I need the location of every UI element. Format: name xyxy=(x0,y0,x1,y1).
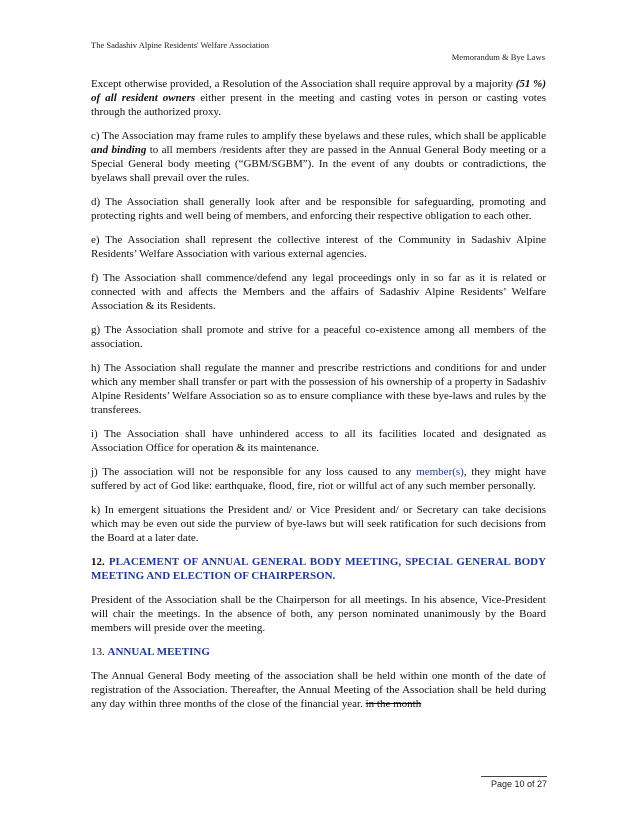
header-association-name: The Sadashiv Alpine Residents' Welfare Association xyxy=(91,40,269,50)
section-title: PLACEMENT OF ANNUAL GENERAL BODY MEETING, SPECIAL GENERAL BODY MEETING AND ELECTION OF CHAIRPERSON. xyxy=(91,556,547,582)
struck-text: in the month xyxy=(365,698,422,710)
text-segment: The Annual General Body meeting of the association shall be held within one month of the date of registration of the Association. Thereafter, the Annual Meeting of the Association shall be held during any day within three months of the close of the financial year. xyxy=(91,670,546,710)
emphasis-majority: (51 %) of all resident owners xyxy=(91,78,546,104)
paragraph-j xyxy=(91,465,546,493)
text-segment: , they might have suffered by act of God like: earthquake, flood, fire, riot or willful act of any such member personally. xyxy=(91,466,547,492)
section-title: ANNUAL MEETING xyxy=(107,646,210,658)
text-segment: either present in the meeting and casting votes in person or casting votes through the authorized proxy. xyxy=(91,92,546,118)
section-number: 12. xyxy=(91,556,109,568)
paragraph-f: f) The Association shall commence/defend any legal proceedings only in so far as it is related or connected with and affects the Members and the affairs of Sadashiv Alpine Residents’ Welfare Association & its Residents. xyxy=(91,272,546,312)
emphasis-binding: and binding xyxy=(91,144,147,156)
text-segment: c) The Association may frame rules to amplify these byelaws and these rules, which shall be applicable xyxy=(91,130,546,142)
paragraph-d: d) The Association shall generally look after and be responsible for safeguarding, promoting and protecting rights and well being of members, and enforcing their respective obligation to each other. xyxy=(91,196,546,222)
member-link: member(s) xyxy=(416,466,464,478)
paragraph-c xyxy=(91,129,546,185)
section-13-heading xyxy=(91,645,546,659)
header-document-title: Memorandum & Bye Laws xyxy=(451,52,545,62)
text-segment: to all members /residents after they are passed in the Annual General Body meeting or a Special General body meeting (“GBM/SGBM”). In the event of any doubts or contradictions, the byelaws shall prevail over the rules. xyxy=(91,144,547,184)
text-segment: Except otherwise provided, a Resolution of the Association shall require approval by a majority xyxy=(91,78,516,90)
paragraph-g: g) The Association shall promote and strive for a peaceful co-existence among all members of the association. xyxy=(91,324,546,350)
document-body xyxy=(91,77,546,721)
text-segment: j) The association will not be responsible for any loss caused to any xyxy=(91,466,417,478)
section-12-heading xyxy=(91,555,546,583)
paragraph-h: h) The Association shall regulate the manner and prescribe restrictions and conditions for and under which any member shall transfer or part with the possession of his ownership of a property in Sadashiv Alpine Residents’ Welfare Association so as to ensure compliance with these bye-laws and rules by the transferees. xyxy=(91,362,546,416)
paragraph-k: k) In emergent situations the President and/ or Vice President and/ or Secretary can take decisions which may be even out side the purview of bye-laws but will seek ratification for such decisions from the Board at a later date. xyxy=(91,504,546,544)
section-number: 13. xyxy=(91,646,108,658)
page-number: Page 10 of 27 xyxy=(491,779,548,789)
paragraph-12: President of the Association shall be the Chairperson for all meetings. In his absence, Vice-President will chair the meetings. In the absence of both, any person nominated unanimously by the Board members will preside over the meeting. xyxy=(91,594,546,634)
paragraph-13 xyxy=(91,669,546,711)
paragraph-e: e) The Association shall represent the collective interest of the Community in Sadashiv Alpine Residents’ Welfare Association with various external agencies. xyxy=(91,234,546,260)
paragraph-majority xyxy=(91,77,546,119)
paragraph-i: i) The Association shall have unhindered access to all its facilities located and designated as Association Office for operation & its maintenance. xyxy=(91,428,546,454)
